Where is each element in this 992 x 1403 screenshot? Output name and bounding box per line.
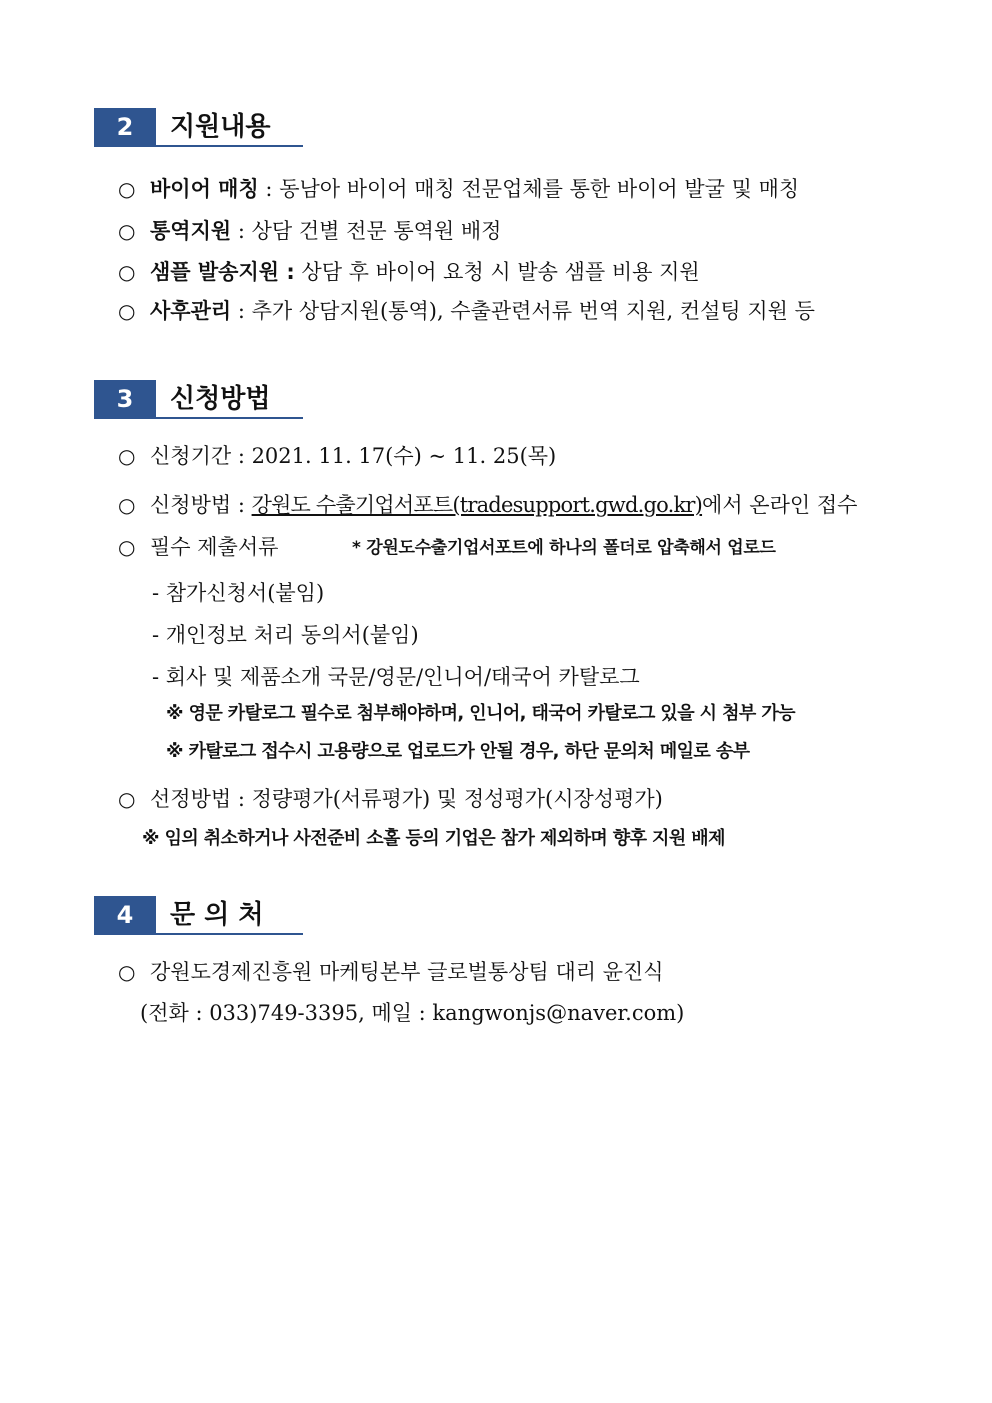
circle-bullet-icon: ○ [118, 177, 136, 201]
selection-method: ○ 선정방법 : 정량평가(서류평가) 및 정성평가(시장성평가) [118, 784, 663, 814]
section-underline [94, 145, 303, 147]
circle-bullet-icon: ○ [118, 960, 136, 984]
doc-item: - 회사 및 제품소개 국문/영문/인니어/태국어 카탈로그 [152, 665, 640, 689]
doc-item: - 개인정보 처리 동의서(붙임) [152, 623, 419, 647]
apply-period: ○ 신청기간 : 2021. 11. 17(수) ~ 11. 25(목) [118, 441, 556, 471]
apply-method: ○ 신청방법 : 강원도 수출기업서포트(tradesupport.gwd.go.kr)에서 온라인 접수 [118, 490, 857, 520]
circle-bullet-icon: ○ [118, 444, 136, 468]
section-title: 신청방법 [170, 384, 271, 414]
section-number: 2 [94, 108, 156, 146]
circle-bullet-icon: ○ [118, 260, 136, 284]
circle-bullet-icon: ○ [118, 535, 136, 559]
trade-support-link[interactable]: 강원도 수출기업서포트(tradesupport.gwd.go.kr) [251, 493, 703, 517]
section-underline [94, 417, 303, 419]
list-item: ○ 사후관리 : 추가 상담지원(통역), 수출관련서류 번역 지원, 컨설팅 지원 등 [118, 296, 815, 326]
contact-person: ○ 강원도경제진흥원 마케팅본부 글로벌통상팀 대리 윤진식 [118, 957, 664, 987]
section-title: 문 의 처 [170, 900, 264, 930]
list-item: ○ 통역지원 : 상담 건별 전문 통역원 배정 [118, 216, 501, 246]
section-number: 4 [94, 896, 156, 934]
circle-bullet-icon: ○ [118, 493, 136, 517]
section-number: 3 [94, 380, 156, 418]
list-item: ○ 바이어 매칭 : 동남아 바이어 매칭 전문업체를 통한 바이어 발굴 및 매칭 [118, 174, 799, 204]
section-title: 지원내용 [170, 112, 271, 142]
doc-note: ※ 영문 카탈로그 필수로 첨부해야하며, 인니어, 태국어 카탈로그 있을 시 첨부 가능 [166, 703, 795, 724]
contact-details: (전화 : 033)749-3395, 메일 : kangwonjs@naver.com) [140, 1001, 685, 1025]
required-docs: ○ 필수 제출서류 [118, 532, 278, 562]
circle-bullet-icon: ○ [118, 219, 136, 243]
selection-note: ※ 임의 취소하거나 사전준비 소홀 등의 기업은 참가 제외하며 향후 지원 배제 [142, 828, 725, 849]
doc-item: - 참가신청서(붙임) [152, 581, 325, 605]
section-underline [94, 933, 303, 935]
circle-bullet-icon: ○ [118, 787, 136, 811]
doc-note: ※ 카탈로그 접수시 고용량으로 업로드가 안될 경우, 하단 문의처 메일로 송부 [166, 741, 750, 762]
docs-upload-note: * 강원도수출기업서포트에 하나의 폴더로 압축해서 업로드 [352, 538, 776, 558]
circle-bullet-icon: ○ [118, 299, 136, 323]
list-item: ○ 샘플 발송지원 : 상담 후 바이어 요청 시 발송 샘플 비용 지원 [118, 257, 700, 287]
